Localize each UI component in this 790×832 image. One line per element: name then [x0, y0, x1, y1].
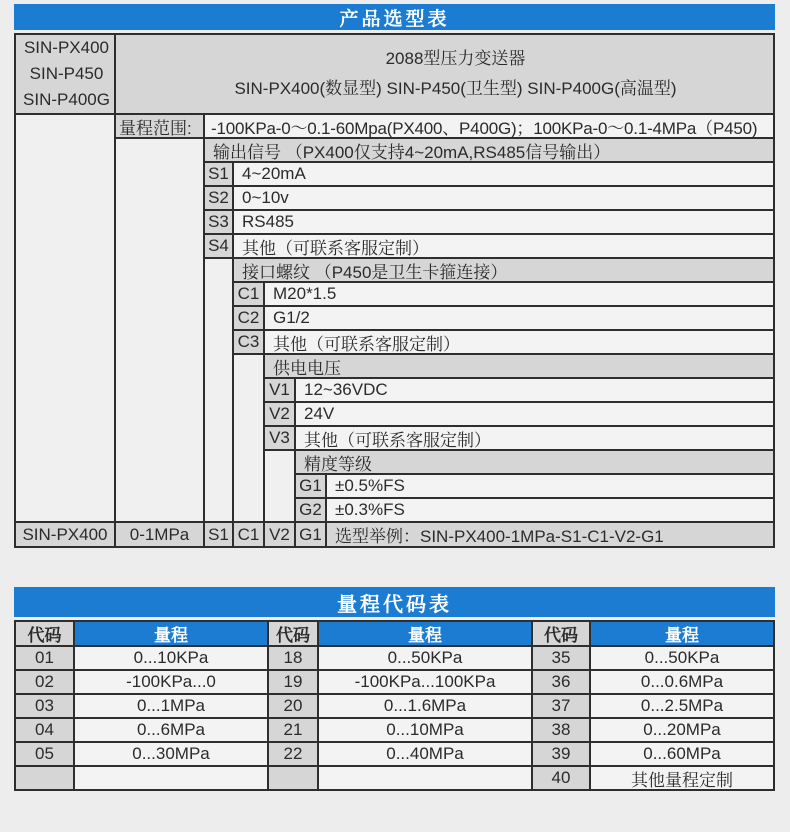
example-model: SIN-PX400	[16, 523, 114, 546]
code-cell: 18	[269, 647, 317, 669]
option-desc: 其他（可联系客服定制）	[265, 331, 773, 353]
code-cell: 01	[16, 647, 73, 669]
column-header-range: 量程	[591, 622, 773, 645]
accuracy-header: 精度等级	[296, 451, 773, 473]
range-cell: 0...2.5MPa	[591, 695, 773, 717]
range-cell: 0...50KPa	[319, 647, 531, 669]
empty-step-cell	[234, 355, 263, 521]
option-code: C2	[234, 307, 263, 329]
option-code: V2	[265, 403, 294, 425]
code-cell: 36	[533, 671, 589, 693]
empty-step-cell	[116, 139, 203, 521]
example-label: 选型举例：SIN-PX400-1MPa-S1-C1-V2-G1	[327, 523, 773, 546]
example-range: 0-1MPa	[116, 523, 203, 546]
option-desc: RS485	[234, 211, 773, 233]
option-code: S3	[205, 211, 232, 233]
range-cell	[75, 767, 267, 789]
code-cell: 19	[269, 671, 317, 693]
code-cell: 40	[533, 767, 589, 789]
column-header-range: 量程	[319, 622, 531, 645]
code-cell: 03	[16, 695, 73, 717]
option-desc: 24V	[296, 403, 773, 425]
range-cell: 0...30MPa	[75, 743, 267, 765]
option-desc: M20*1.5	[265, 283, 773, 305]
code-cell: 20	[269, 695, 317, 717]
option-desc: 0~10v	[234, 187, 773, 209]
output-signal-header: 输出信号 （PX400仅支持4~20mA,RS485信号输出）	[205, 139, 773, 161]
range-cell: -100KPa...100KPa	[319, 671, 531, 693]
model-name: SIN-P400G	[23, 90, 110, 109]
selection-table-grid	[14, 33, 775, 548]
model-name: SIN-PX400	[23, 38, 110, 57]
code-cell	[269, 767, 317, 789]
option-code: S4	[205, 235, 232, 257]
option-desc: 其他（可联系客服定制）	[296, 427, 773, 449]
range-cell: 0...20MPa	[591, 719, 773, 741]
code-cell: 37	[533, 695, 589, 717]
range-cell: 0...1.6MPa	[319, 695, 531, 717]
empty-step-cell	[265, 451, 294, 521]
range-cell: 0...60MPa	[591, 743, 773, 765]
code-cell: 35	[533, 647, 589, 669]
option-desc: ±0.3%FS	[327, 499, 773, 521]
column-header-code: 代码	[16, 622, 73, 645]
option-code: G2	[296, 499, 325, 521]
code-cell: 22	[269, 743, 317, 765]
range-code-table-title: 量程代码表	[14, 587, 775, 617]
range-cell: 0...50KPa	[591, 647, 773, 669]
range-cell	[319, 767, 531, 789]
option-code: C1	[234, 283, 263, 305]
range-cell: 0...1MPa	[75, 695, 267, 717]
option-desc: ±0.5%FS	[327, 475, 773, 497]
example-power-code: V2	[265, 523, 294, 546]
series-variants-line: SIN-PX400(数显型) SIN-P450(卫生型) SIN-P400G(高温型)	[234, 79, 677, 98]
product-selection-table	[14, 4, 775, 548]
model-list-cell	[16, 35, 114, 113]
code-cell: 39	[533, 743, 589, 765]
example-accuracy-code: G1	[296, 523, 325, 546]
option-desc: G1/2	[265, 307, 773, 329]
selection-table-title: 产品选型表	[14, 4, 775, 30]
range-cell: 其他量程定制	[591, 767, 773, 789]
option-code: C3	[234, 331, 263, 353]
option-code: V3	[265, 427, 294, 449]
code-cell: 21	[269, 719, 317, 741]
range-cell: 0...10MPa	[319, 719, 531, 741]
range-code-table	[14, 587, 775, 791]
option-desc: 4~20mA	[234, 163, 773, 185]
option-desc: 12~36VDC	[296, 379, 773, 401]
code-cell: 05	[16, 743, 73, 765]
code-cell: 38	[533, 719, 589, 741]
option-desc: 其他（可联系客服定制）	[234, 235, 773, 257]
thread-header: 接口螺纹 （P450是卫生卡箍连接）	[234, 259, 773, 281]
model-name: SIN-P450	[29, 64, 104, 83]
range-cell: 0...0.6MPa	[591, 671, 773, 693]
option-code: G1	[296, 475, 325, 497]
code-cell: 02	[16, 671, 73, 693]
range-cell: 0...6MPa	[75, 719, 267, 741]
column-header-range: 量程	[75, 622, 267, 645]
option-code: V1	[265, 379, 294, 401]
range-label: 量程范围:	[116, 115, 203, 137]
empty-step-cell	[205, 259, 232, 521]
power-header: 供电电压	[265, 355, 773, 377]
range-cell: 0...40MPa	[319, 743, 531, 765]
series-description-cell	[116, 35, 773, 113]
column-header-code: 代码	[269, 622, 317, 645]
range-code-grid	[14, 620, 775, 791]
series-type-line: 2088型压力变送器	[385, 49, 526, 68]
range-value: -100KPa-0～0.1-60Mpa(PX400、P400G)；100KPa-0～0.1-4MPa（P450)	[205, 115, 773, 137]
code-cell: 04	[16, 719, 73, 741]
option-code: S1	[205, 163, 232, 185]
range-cell: 0...10KPa	[75, 647, 267, 669]
example-signal-code: S1	[205, 523, 232, 546]
code-cell	[16, 767, 73, 789]
empty-step-cell	[16, 115, 114, 521]
example-thread-code: C1	[234, 523, 263, 546]
column-header-code: 代码	[533, 622, 589, 645]
option-code: S2	[205, 187, 232, 209]
range-cell: -100KPa...0	[75, 671, 267, 693]
